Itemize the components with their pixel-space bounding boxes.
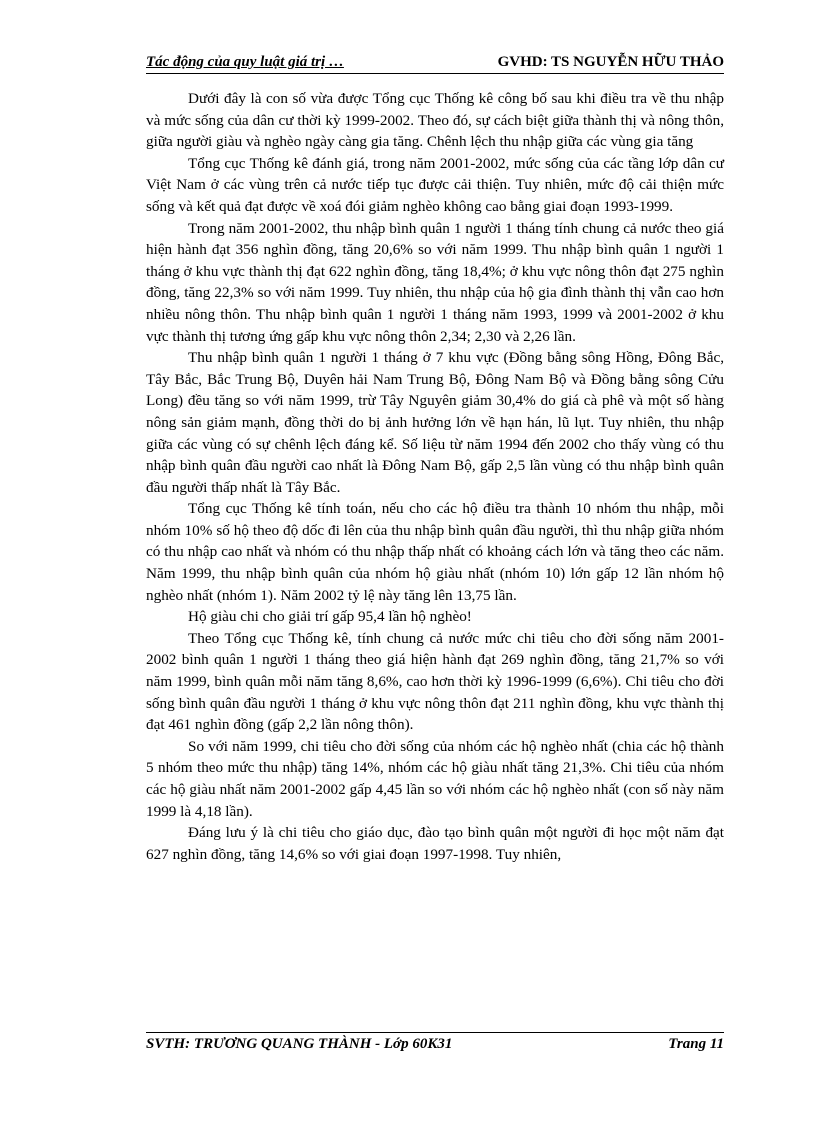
header-title: Tác động của quy luật giá trị …: [146, 54, 344, 70]
paragraph: Dưới đây là con số vừa được Tổng cục Thống kê công bố sau khi điều tra về thu nhập và mức sống của dân cư thời kỳ 1999-2002. Theo đó, sự cách biệt giữa thành thị và nông thôn, giữa người giàu và nghèo ngày càng gia tăng. Chênh lệch thu nhập giữa các vùng gia tăng: [146, 90, 724, 151]
paragraph: Đáng lưu ý là chi tiêu cho giáo dục, đào tạo bình quân một người đi học một năm đạt 627 nghìn đồng, tăng 14,6% so với giai đoạn 1997-1998. Tuy nhiên,: [146, 824, 724, 863]
page-number: Trang 11: [668, 1036, 724, 1052]
paragraph: Hộ giàu chi cho giải trí gấp 95,4 lần hộ nghèo!: [188, 608, 472, 626]
paragraph: Tổng cục Thống kê đánh giá, trong năm 2001-2002, mức sống của các tầng lớp dân cư Việt Nam ở các vùng trên cả nước tiếp tục được cải thiện. Tuy nhiên, mức độ cải thiện mức sống và kết quả đạt được về xoá đói giảm nghèo không cao bằng giai đoạn 1993-1999.: [146, 154, 724, 215]
header-advisor: GVHD: TS NGUYỄN HỮU THẢO: [497, 54, 724, 70]
page-footer: [146, 1032, 724, 1053]
paragraph: Trong năm 2001-2002, thu nhập bình quân 1 người 1 tháng tính chung cả nước theo giá hiện hành đạt 356 nghìn đồng, tăng 20,6% so với năm 1999. Thu nhập bình quân 1 người 1 tháng ở khu vực thành thị đạt 622 nghìn đồng, tăng 18,4%; ở khu vực nông thôn đạt 275 nghìn đồng, tăng 22,3% so với năm 1999. Tuy nhiên, thu nhập của hộ gia đình thành thị vẫn cao hơn nhiều nông thôn. Thu nhập bình quân 1 người 1 tháng năm 1993, 1999 và 2001-2002 ở khu vực thành thị tương ứng gấp khu vực nông thôn 2,34; 2,30 và 2,26 lần.: [146, 219, 724, 345]
page-header: [146, 52, 724, 74]
paragraph: So với năm 1999, chi tiêu cho đời sống của nhóm các hộ nghèo nhất (chia các hộ thành 5 nhóm theo mức thu nhập) tăng 14%, nhóm các hộ giàu nhất tăng 21,3%. Chi tiêu của nhóm các hộ giàu nhất năm 2001-2002 gấp 4,45 lần so với nhóm các hộ nghèo nhất (con số này năm 1999 là 4,18 lần).: [146, 737, 724, 820]
paragraph: Tổng cục Thống kê tính toán, nếu cho các hộ điều tra thành 10 nhóm thu nhập, mỗi nhóm 10% số hộ theo độ dốc đi lên của thu nhập bình quân đầu người, thì thu nhập giữa nhóm có thu nhập cao nhất và nhóm có thu nhập thấp nhất có khoảng cách lớn và tăng theo các năm. Năm 1999, thu nhập bình quân của nhóm hộ giàu nhất (nhóm 10) lớn gấp 12 lần nhóm hộ nghèo nhất (nhóm 1). Năm 2002 tỷ lệ này tăng lên 13,75 lần.: [146, 500, 724, 604]
paragraph: Theo Tổng cục Thống kê, tính chung cả nước mức chi tiêu cho đời sống năm 2001-2002 bình quân 1 người 1 tháng theo giá hiện hành đạt 269 nghìn đồng, tăng 21,7% so với năm 1999, bình quân mỗi năm tăng 8,6%, cao hơn thời kỳ 1996-1999 (6,6%). Chi tiêu cho đời sống bình quân đầu người 1 tháng ở khu vực nông thôn đạt 211 nghìn đồng, khu vực thành thị đạt 461 nghìn đồng (gấp 2,2 lần nông thôn).: [146, 629, 724, 734]
document-body: [146, 88, 724, 865]
footer-author: SVTH: TRƯƠNG QUANG THÀNH - Lớp 60K31: [146, 1036, 453, 1052]
paragraph: Thu nhập bình quân 1 người 1 tháng ở 7 khu vực (Đồng bằng sông Hồng, Đông Bắc, Tây Bắc, Bắc Trung Bộ, Duyên hải Nam Trung Bộ, Đông Nam Bộ và Đồng bằng sông Cửu Long) đều tăng so với năm 1999, trừ Tây Nguyên giảm 30,4% do giá cà phê và một số hàng nông sản giảm mạnh, đồng thời do bị ảnh hưởng lớn về hạn hán, lũ lụt. Tuy nhiên, thu nhập giữa các vùng có sự chênh lệch đáng kể. Số liệu từ năm 1994 đến 2002 cho thấy vùng có thu nhập bình quân đầu người cao nhất là Đông Nam Bộ, gấp 2,5 lần vùng có thu nhập bình quân đầu người thấp nhất là Tây Bắc.: [146, 349, 724, 496]
